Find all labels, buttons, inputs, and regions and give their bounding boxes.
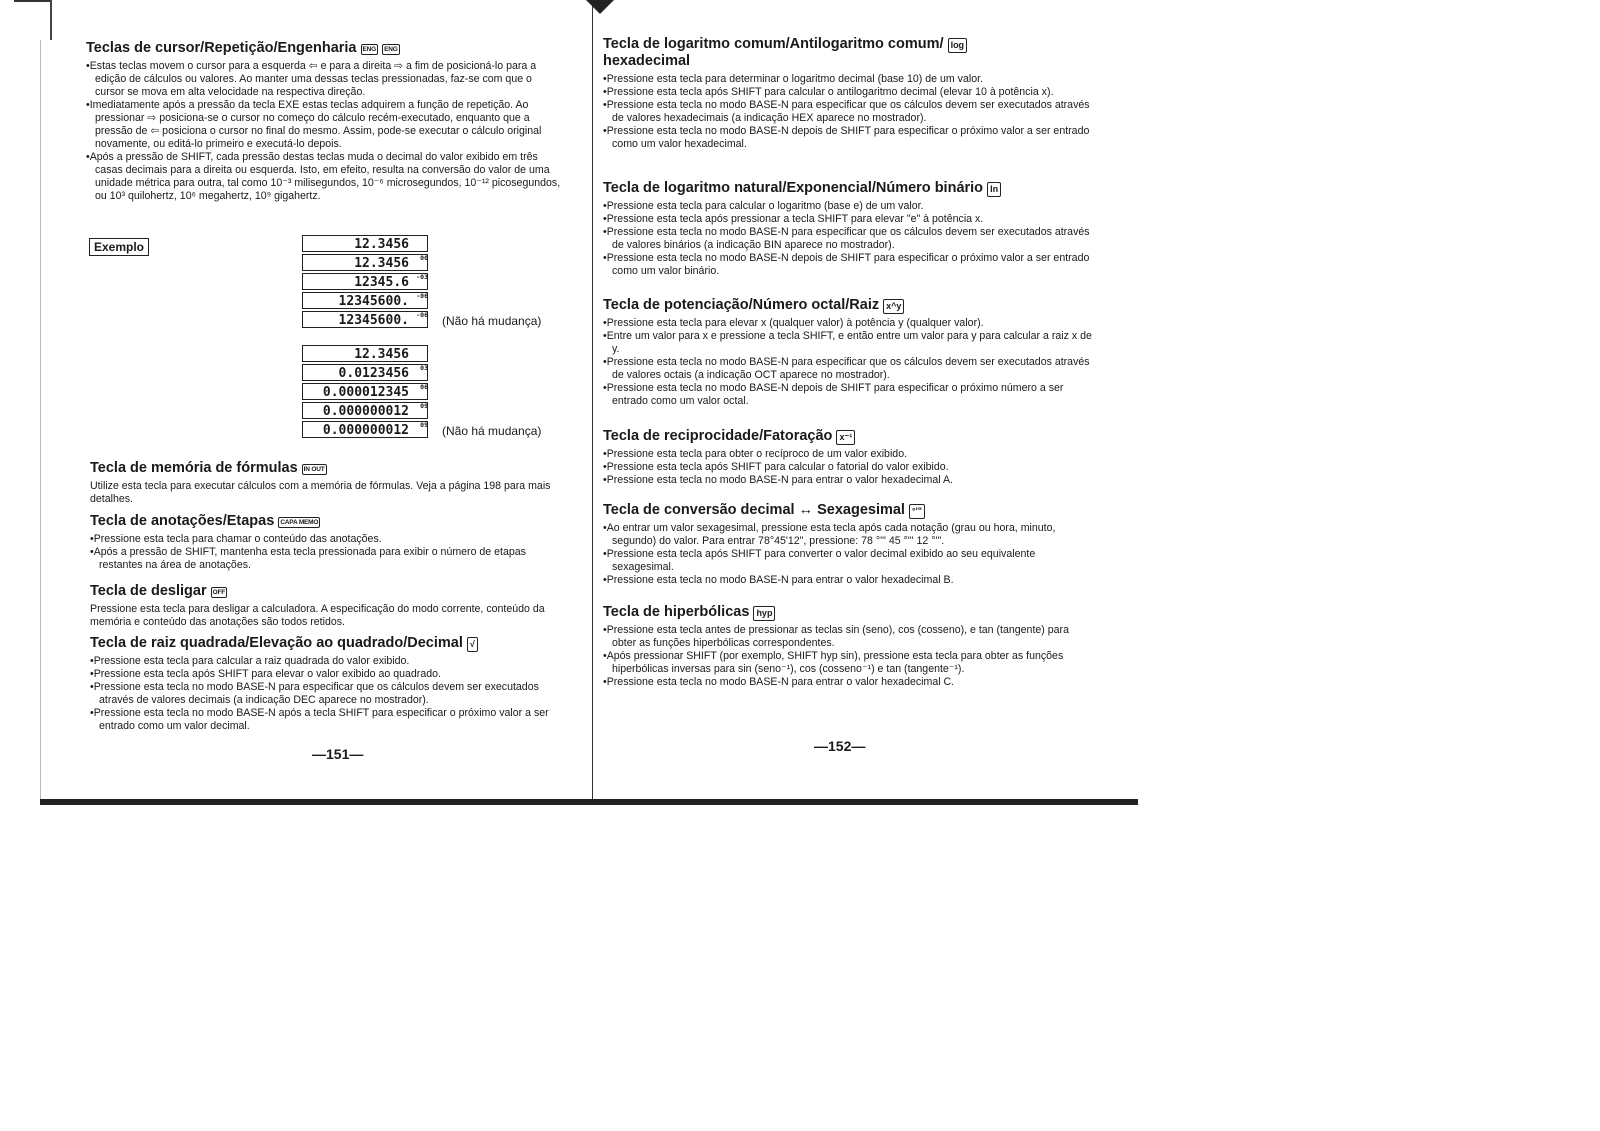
- section-square-root: [90, 635, 570, 733]
- bullet: •Pressione esta tecla no modo BASE-N para entrar o valor hexadecimal C.: [603, 676, 955, 688]
- no-change-note: (Não há mudança): [442, 424, 542, 438]
- section-title: Tecla de anotações/Etapas: [90, 513, 275, 529]
- display-exponent: 06: [420, 383, 428, 391]
- bullet: •Pressione esta tecla no modo BASE-N para especificar que os cálculos devem ser executados através de valores octais (a indicação OCT aparece no mostrador).: [603, 356, 1090, 381]
- bullet: •Pressione esta tecla no modo BASE-N depois de SHIFT para especificar o próximo número a ser entrado como um valor octal.: [603, 382, 1064, 407]
- bullet: •Pressione esta tecla no modo BASE-N após a tecla SHIFT para especificar o próximo valor a ser entrado como um valor decimal.: [90, 707, 549, 732]
- section-title: Tecla de reciprocidade/Fatoração: [603, 428, 833, 444]
- memo-key-icon: CAPA MEMO: [280, 519, 319, 526]
- section-reciprocal: [603, 428, 1093, 487]
- paragraph: Pressione esta tecla para desligar a calculadora. A especificação do modo corrente, conteúdo da memória e conteúdo das anotações são todos retidos.: [90, 603, 545, 628]
- bullet: •Após a pressão de SHIFT, cada pressão destas teclas muda o decimal do valor exibido em três casas decimais para a direita ou esquerda. Isto, em efeito, resulta na conversão do valor de uma unidade métrica para outra, tal como 10⁻³ milisegundos, 10⁻⁶ microsegundos, 10⁻¹² picosegundos, ou 10³ quilohertz, 10⁶ megahertz, 10⁹ gigahertz.: [86, 151, 561, 202]
- section-title: Teclas de cursor/Repetição/Engenharia: [86, 40, 357, 56]
- section-notes-steps: [90, 513, 570, 572]
- bullet: •Pressione esta tecla para determinar o logaritmo decimal (base 10) de um valor.: [603, 73, 983, 85]
- bullet: •Pressione esta tecla para elevar x (qualquer valor) à potência y (qualquer valor).: [603, 317, 984, 329]
- display-value: [302, 254, 428, 271]
- bullet: •Pressione esta tecla no modo BASE-N depois de SHIFT para especificar o próximo valor a ser entrado como um valor hexadecimal.: [603, 125, 1090, 150]
- section-title: Tecla de raiz quadrada/Elevação ao quadrado/Decimal: [90, 635, 463, 651]
- bullet: •Pressione esta tecla no modo BASE-N para especificar que os cálculos devem ser executados através de valores hexadecimais (a indicação HEX aparece no mostrador).: [603, 99, 1090, 124]
- display-number: 0.000000012: [322, 404, 409, 419]
- section-title-line-2: hexadecimal: [603, 53, 691, 69]
- bullet: •Entre um valor para x e pressione a tecla SHIFT, e então entre um valor para y para calcular a raiz x de y.: [603, 330, 1092, 355]
- page-152: [590, 0, 1145, 800]
- section-title: Tecla de conversão decimal ↔ Sexagesimal: [603, 502, 905, 518]
- section-title: Tecla de logaritmo comum/Antilogaritmo comum/: [603, 36, 944, 52]
- hyp-key-icon: hyp: [753, 606, 775, 621]
- display-exponent: 03: [420, 364, 428, 372]
- display-value: [302, 235, 428, 252]
- bullet: •Pressione esta tecla para calcular a raiz quadrada do valor exibido.: [90, 655, 410, 667]
- display-exponent: -03: [416, 273, 428, 281]
- section-sexagesimal: [603, 502, 1093, 587]
- display-number: 0.0123456: [338, 366, 409, 381]
- example-label: Exemplo: [89, 238, 149, 256]
- power-key-icon: x^y: [883, 299, 904, 314]
- bullet: •Pressione esta tecla no modo BASE-N para especificar que os cálculos devem ser executados através de valores decimais (a indicação DEC aparece no mostrador).: [90, 681, 539, 706]
- display-exponent: 09: [420, 421, 428, 429]
- ln-key-icon: ln: [987, 182, 1001, 197]
- bullet: •Pressione esta tecla no modo BASE-N depois de SHIFT para especificar o próximo valor a ser entrado como um valor binário.: [603, 252, 1090, 277]
- key-label: ENG: [384, 46, 398, 53]
- page-number: —151—: [312, 746, 364, 762]
- display-value: [302, 311, 428, 328]
- display-value: [302, 345, 428, 362]
- bullet: •Imediatamente após a pressão da tecla EXE estas teclas adquirem a função de repetição. Ao pressionar ⇨ posiciona-se o cursor no começo do cálculo recém-executado, enquanto que a pressão de ⇦ posiciona o cursor no final do mesmo. Assim, pode-se executar o cálculo original novamente, ou editá-lo primeiro e executá-lo depois.: [86, 99, 542, 150]
- bullet: •Pressione esta tecla para calcular o logaritmo (base e) de um valor.: [603, 200, 924, 212]
- bullet: •Ao entrar um valor sexagesimal, pressione esta tecla após cada notação (grau ou hora, minuto, segundo) do valor. Para entrar 78°45'12", pressione: 78 °'" 45 °'" 12 °'".: [603, 522, 1056, 547]
- bullet: •Pressione esta tecla para obter o recíproco de um valor exibido.: [603, 448, 908, 460]
- section-log: [603, 36, 1093, 151]
- degree-key-icon: °'": [909, 504, 925, 519]
- section-title: Tecla de potenciação/Número octal/Raiz: [603, 297, 880, 313]
- reciprocal-key-icon: x⁻¹: [836, 430, 855, 445]
- key-label: ENG: [362, 46, 377, 53]
- display-value: [302, 292, 428, 309]
- bullet: •Pressione esta tecla após SHIFT para calcular o fatorial do valor exibido.: [603, 461, 949, 473]
- display-number: 0.000000012: [322, 423, 409, 438]
- bullet: •Pressione esta tecla no modo BASE-N para entrar o valor hexadecimal B.: [603, 574, 954, 586]
- display-exponent: -06: [416, 292, 428, 300]
- bullet: •Após pressionar SHIFT (por exemplo, SHIFT hyp sin), pressione esta tecla para obter as funções hiperbólicas inversas para sin (seno⁻¹), cos (cosseno⁻¹) e tan (tangente⁻¹).: [603, 650, 1064, 675]
- bullet: •Pressione esta tecla antes de pressionar as teclas sin (seno), cos (cosseno), e tan (tangente) para obter as funções hiperbólicas correspondentes.: [603, 624, 1069, 649]
- bullet: •Pressione esta tecla após pressionar a tecla SHIFT para elevar "e" à potência x.: [603, 213, 984, 225]
- display-value: [302, 364, 428, 381]
- bullet: •Pressione esta tecla para chamar o conteúdo das anotações.: [90, 533, 382, 545]
- section-formula-memory: [90, 460, 570, 506]
- bullet: •Pressione esta tecla após SHIFT para converter o valor decimal exibido ao seu equivalente sexagesimal.: [603, 548, 1036, 573]
- section-ln: [603, 180, 1093, 278]
- section-hyperbolic: [603, 604, 1093, 689]
- bullet: •Após a pressão de SHIFT, mantenha esta tecla pressionada para exibir o número de etapas restantes na área de anotações.: [90, 546, 526, 571]
- display-exponent: -06: [416, 311, 428, 319]
- bullet: •Pressione esta tecla após SHIFT para elevar o valor exibido ao quadrado.: [90, 668, 441, 680]
- page-151: [0, 0, 590, 800]
- display-exponent: 00: [420, 254, 428, 262]
- section-title: Tecla de memória de fórmulas: [90, 460, 298, 476]
- section-power: [603, 297, 1093, 408]
- bullet: •Pressione esta tecla após SHIFT para calcular o antilogaritmo decimal (elevar 10 à potência x).: [603, 86, 1054, 98]
- display-number: 12.3456: [354, 256, 409, 271]
- display-number: 0.000012345: [322, 385, 409, 400]
- section-title: Tecla de hiperbólicas: [603, 604, 750, 620]
- no-change-note: (Não há mudança): [442, 314, 542, 328]
- paragraph: Utilize esta tecla para executar cálculos com a memória de fórmulas. Veja a página 198 para mais detalhes.: [90, 480, 551, 505]
- sqrt-key-icon: √: [467, 637, 478, 652]
- display-number: 12.3456: [354, 347, 409, 362]
- display-number: 12345600.: [338, 294, 409, 309]
- section-off-key: [90, 583, 570, 629]
- display-value: [302, 383, 428, 400]
- display-number: 12345.6: [354, 275, 409, 290]
- section-title: Tecla de desligar: [90, 583, 207, 599]
- section-title: Tecla de logaritmo natural/Exponencial/Número binário: [603, 180, 984, 196]
- bullet: •Estas teclas movem o cursor para a esquerda ⇦ e para a direita ⇨ a fim de posicioná-lo para a edição de cálculos ou valores. Ao manter uma dessas teclas pressionadas, faz-se com que o cursor se mova em alta velocidade na respectiva direção.: [86, 60, 537, 98]
- log-key-icon: log: [948, 38, 968, 53]
- section-cursor-keys: [86, 40, 564, 203]
- cursor-right-key-icon: [382, 44, 400, 55]
- display-number: 12345600.: [338, 313, 409, 328]
- page-number: —152—: [814, 738, 866, 754]
- cursor-left-key-icon: [361, 44, 379, 55]
- display-value: [302, 402, 428, 419]
- display-value: [302, 421, 428, 438]
- bullet: •Pressione esta tecla no modo BASE-N para entrar o valor hexadecimal A.: [603, 474, 953, 486]
- bullet: •Pressione esta tecla no modo BASE-N para especificar que os cálculos devem ser executados através de valores binários (a indicação BIN aparece no mostrador).: [603, 226, 1090, 251]
- display-value: [302, 273, 428, 290]
- display-exponent: 09: [420, 402, 428, 410]
- off-key-icon: OFF: [212, 589, 226, 596]
- in-out-key-icon: IN OUT: [303, 466, 325, 473]
- display-number: 12.3456: [354, 237, 409, 252]
